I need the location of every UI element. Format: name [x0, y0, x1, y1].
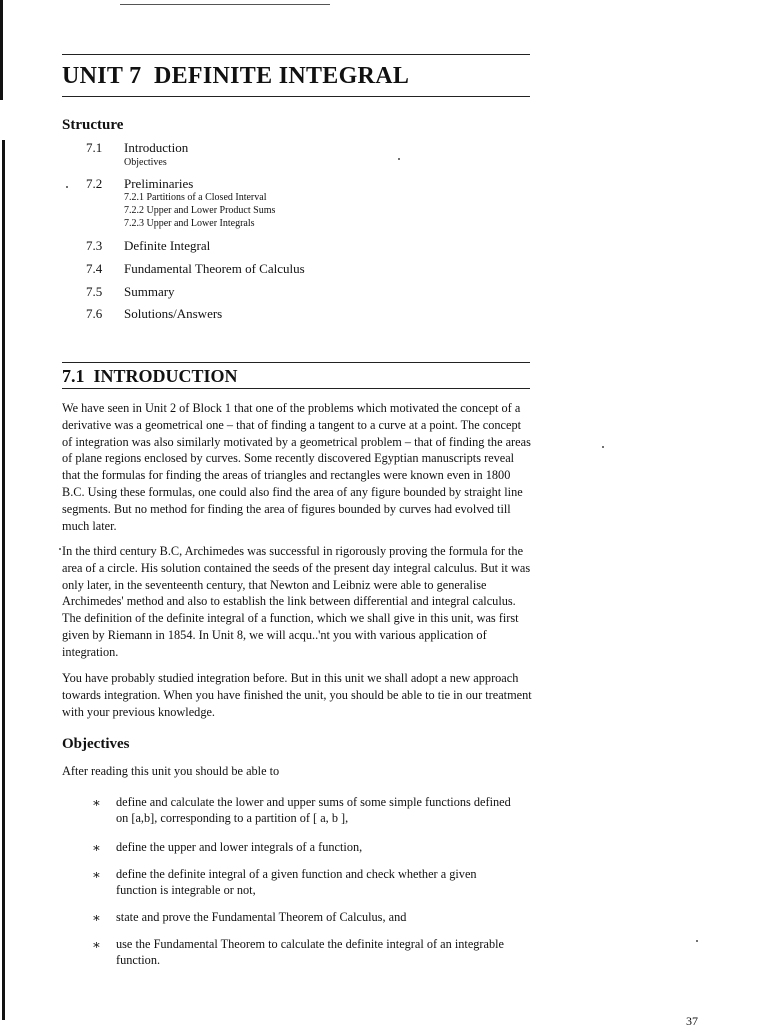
toc-label: Preliminaries	[124, 176, 194, 191]
objectives-intro: After reading this unit you should be able to	[62, 764, 280, 778]
toc-label: Summary	[124, 284, 175, 299]
objective-text: use the Fundamental Theorem to calculate the definite integral of an integrable function.	[116, 937, 505, 967]
section-rule-top	[62, 362, 530, 363]
asterisk-bullet-icon: ∗	[92, 937, 101, 952]
intro-paragraph-3: You have probably studied integration before. But in this unit we shall adopt a new approach towards integration. When you have finished the unit, you should be able to tie in our treatment with your previous knowledge.	[62, 671, 532, 719]
page-number: 37	[686, 1014, 698, 1028]
section-title-introduction: 7.1 INTRODUCTION	[62, 366, 238, 386]
toc-number: 7.5	[86, 284, 103, 299]
objective-text: state and prove the Fundamental Theorem of Calculus, and	[116, 910, 407, 924]
scan-binding-edge	[0, 0, 18, 1024]
intro-paragraph-2: In the third century B.C, Archimedes was successful in rigorously proving the formula for the area of a circle. His solution contained the seeds of the present day integral calculus. But it was only later, in the seventeenth century, that Newton and Leibniz were able to generalise Archimedes' method and also to establish the link between differential and integral calculus. The definition of the definite integral of a function, which we shall give in this unit, was first given by Riemann in 1854. In Unit 8, we will acqu..'nt you with various application of integration.	[62, 544, 531, 659]
toc-number: 7.6	[86, 306, 103, 321]
asterisk-bullet-icon: ∗	[92, 867, 101, 882]
toc-label: Introduction	[124, 140, 189, 155]
toc-label: Definite Integral	[124, 238, 211, 253]
objective-text: define the definite integral of a given function and check whether a given function is integrable or not,	[116, 867, 477, 897]
objective-text: define the upper and lower integrals of a function,	[116, 840, 363, 854]
scan-speck	[59, 548, 61, 550]
toc-number: 7.1	[86, 140, 103, 155]
asterisk-bullet-icon: ∗	[92, 910, 101, 925]
asterisk-bullet-icon: ∗	[92, 840, 101, 855]
toc-subentry: 7.2.1 Partitions of a Closed Interval	[124, 192, 267, 203]
top-scan-rule	[120, 4, 330, 5]
unit-title: UNIT 7 DEFINITE INTEGRAL	[62, 63, 410, 89]
toc-subentry: 7.2.2 Upper and Lower Product Sums	[124, 205, 276, 216]
title-rule-bottom	[62, 96, 530, 97]
toc-label: Fundamental Theorem of Calculus	[124, 261, 305, 276]
intro-paragraph-1: We have seen in Unit 2 of Block 1 that one of the problems which motivated the concept of a derivative was a geometrical one – that of finding a tangent to a curve at a point. The concept of integration was also similarly motivated by a geometrical problem – that of finding the areas of plane regions enclosed by curves. Some recently discovered Egyptian manuscripts reveal that the formulas for finding the areas of triangles and rectangles were known even in 1800 B.C. Using these formulas, one could also find the area of any figure bounded by straight line segments. But no method for finding the area of figures bounded by curves had evolved till much later.	[62, 401, 531, 533]
toc-label: Solutions/Answers	[124, 306, 223, 321]
asterisk-bullet-icon: ∗	[92, 795, 101, 810]
scan-speck	[696, 940, 698, 942]
toc-subentry: 7.2.3 Upper and Lower Integrals	[124, 218, 255, 229]
structure-heading: Structure	[62, 117, 124, 133]
toc-number: 7.3	[86, 238, 103, 253]
objective-text: define and calculate the lower and upper sums of some simple functions defined on [a,b], corresponding to a partition of [ a, b ],	[116, 795, 511, 825]
scan-speck	[398, 158, 400, 160]
section-rule-bottom	[62, 388, 530, 389]
toc-number: 7.4	[86, 261, 103, 276]
toc-number: 7.2	[86, 176, 103, 191]
objectives-heading: Objectives	[62, 736, 130, 752]
toc-subentry: Objectives	[124, 157, 167, 168]
title-rule-top	[62, 54, 530, 55]
scan-speck	[602, 446, 604, 448]
scan-speck	[66, 186, 68, 188]
